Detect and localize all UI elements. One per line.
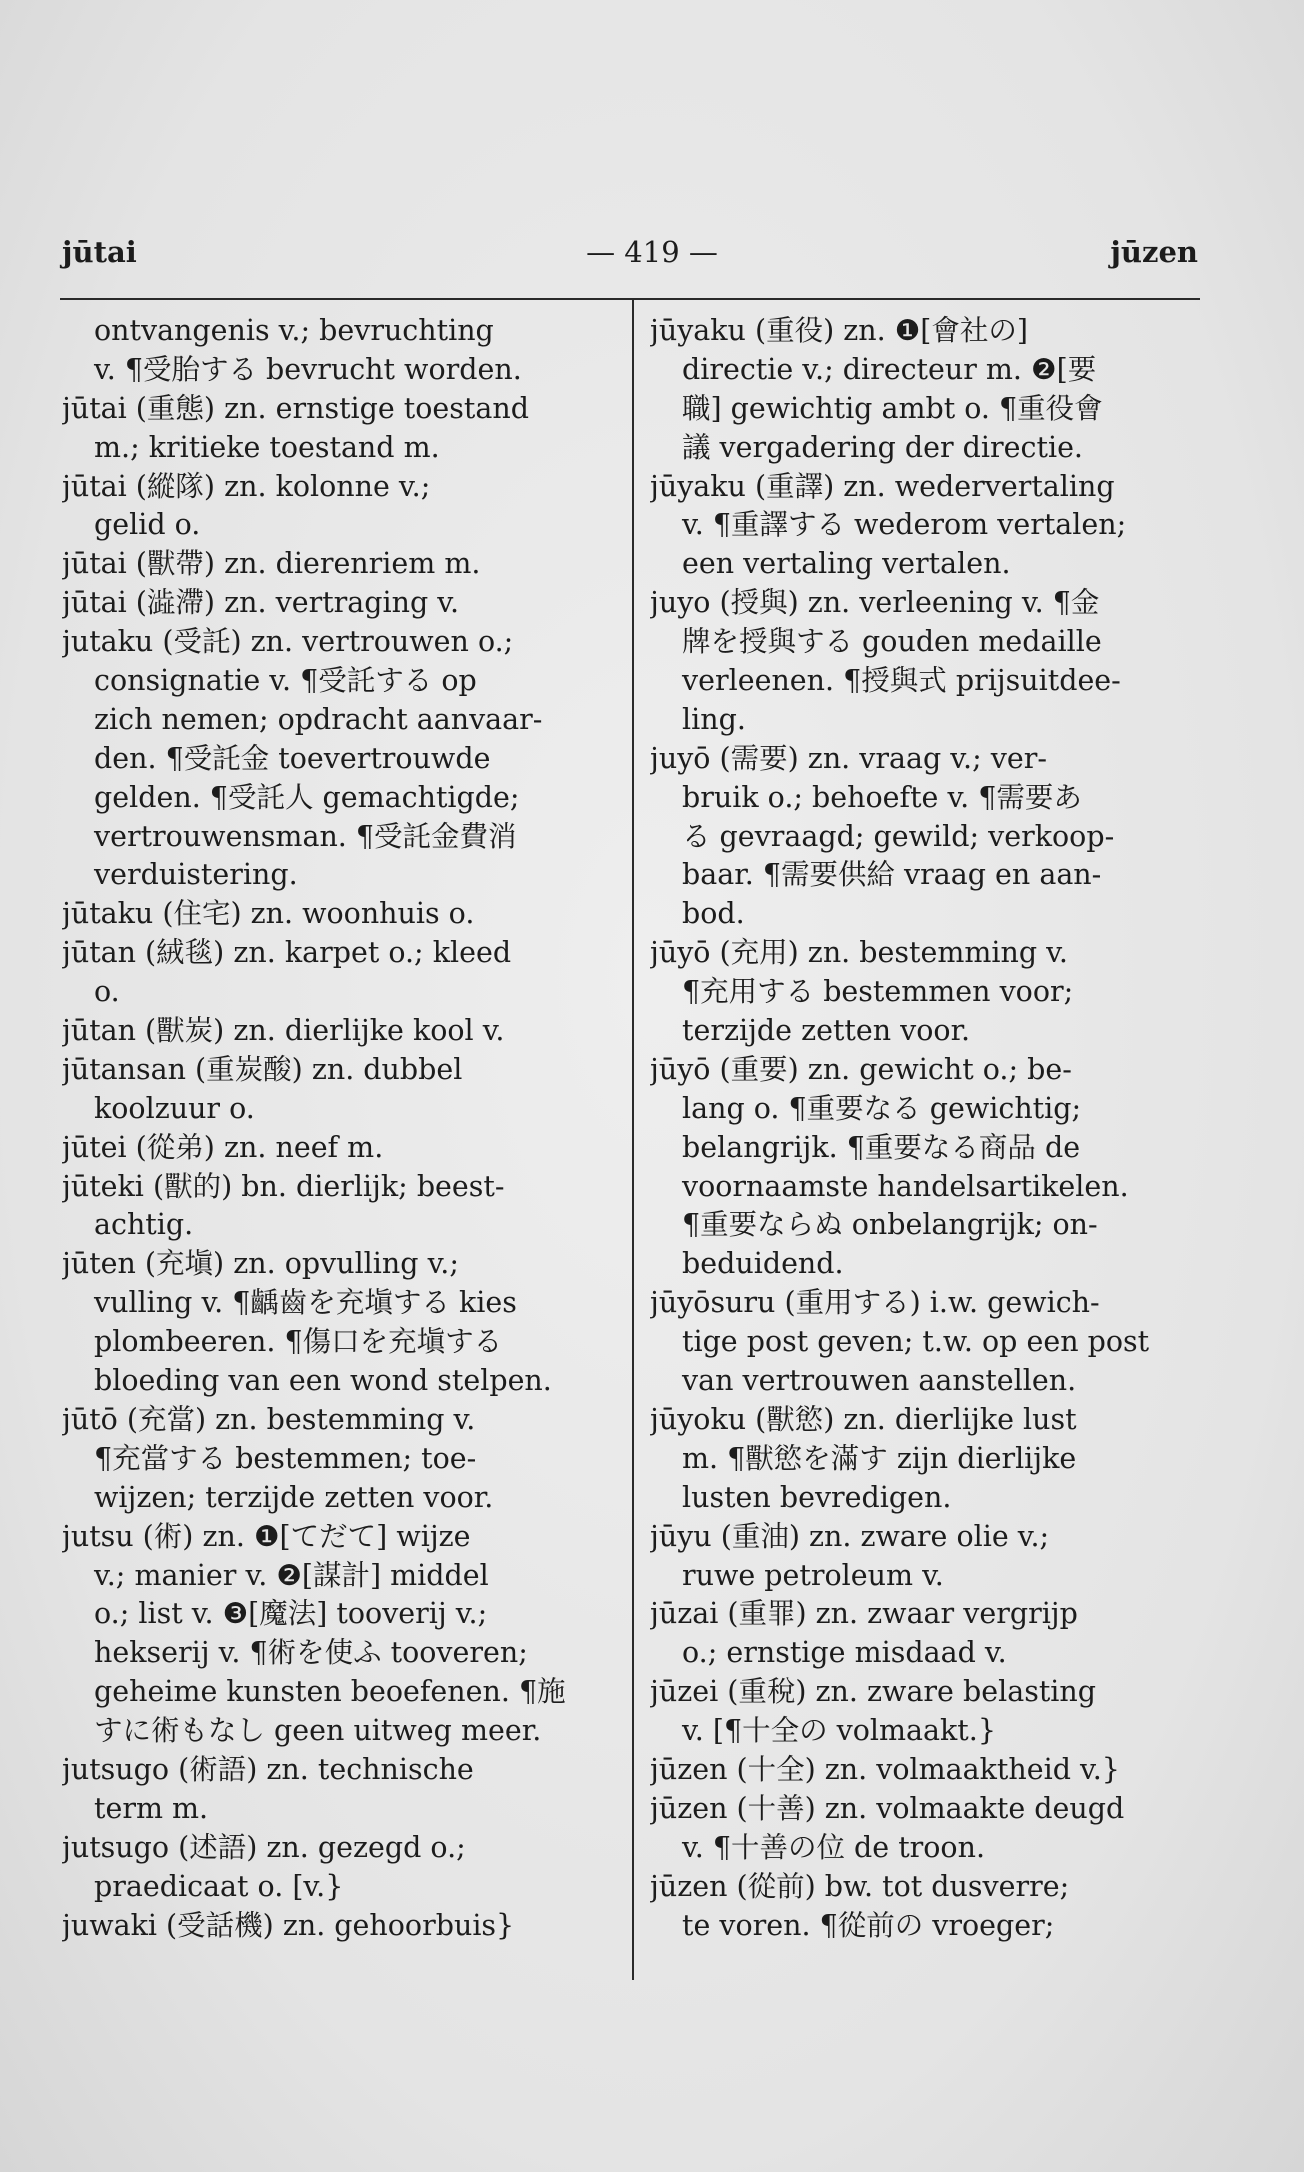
column-divider <box>632 298 634 1980</box>
entry-line: jūtō (充當) zn. bestemming v. <box>62 1402 476 1436</box>
entry-line: m. ¶獸慾を滿す zijn dierlijke <box>682 1441 1077 1475</box>
entry-line: jūzen (十善) zn. volmaakte deugd <box>650 1791 1125 1825</box>
entry-line: jūtai (重態) zn. ernstige toestand <box>62 391 529 425</box>
entry-line: terzijde zetten voor. <box>682 1014 971 1048</box>
entry-line: jūtan (絨毯) zn. karpet o.; kleed <box>62 936 512 970</box>
entry-line: ruwe petroleum v. <box>682 1558 944 1592</box>
entry-line: directie v.; directeur m. ❷[要 <box>682 352 1097 386</box>
entry-line: juyō (需要) zn. vraag v.; ver- <box>650 741 1047 775</box>
entry-line: juyo (授與) zn. verleening v. ¶金 <box>650 586 1100 620</box>
entry-line: jūtan (獸炭) zn. dierlijke kool v. <box>62 1014 505 1048</box>
entry-line: すに術もなし geen uitweg meer. <box>94 1714 542 1748</box>
entry-line: hekserij v. ¶術を使ふ tooveren; <box>94 1636 528 1670</box>
entry-line: jutsugo (述語) zn. gezegd o.; <box>62 1830 466 1864</box>
entry-line: v. ¶重譯する wederom vertalen; <box>682 508 1127 542</box>
entry-line: geheime kunsten beoefenen. ¶施 <box>94 1675 566 1709</box>
entry-line: baar. ¶需要供給 vraag en aan- <box>682 858 1102 892</box>
entry-line: jūyaku (重譯) zn. wedervertaling <box>650 469 1115 503</box>
left-column <box>62 312 607 1945</box>
entry-line: jutsu (術) zn. ❶[てだて] wijze <box>62 1519 471 1553</box>
entry-line: vertrouwensman. ¶受託金費消 <box>94 819 517 853</box>
left-guide-word: jūtai <box>62 235 137 269</box>
entry-line: jūyō (充用) zn. bestemming v. <box>650 936 1068 970</box>
entry-line: verduistering. <box>94 858 298 892</box>
right-guide-word: jūzen <box>1110 235 1198 269</box>
entry-line: zich nemen; opdracht aanvaar- <box>94 702 543 736</box>
entry-line: jūyōsuru (重用する) i.w. gewich- <box>650 1286 1100 1320</box>
entry-line: den. ¶受託金 toevertrouwde <box>94 741 491 775</box>
entry-line: ling. <box>682 702 746 736</box>
entry-line: jūtai (獸帶) zn. dierenriem m. <box>62 547 481 581</box>
entry-line: ¶重要ならぬ onbelangrijk; on- <box>682 1208 1098 1242</box>
entry-line: jūtai (澁滯) zn. vertraging v. <box>62 586 460 620</box>
entry-line: jūyō (重要) zn. gewicht o.; be- <box>650 1052 1072 1086</box>
entry-line: jūtei (從弟) zn. neef m. <box>62 1130 384 1164</box>
entry-line: consignatie v. ¶受託する op <box>94 664 477 698</box>
entry-line: o. <box>94 975 120 1009</box>
entry-line: te voren. ¶從前の vroeger; <box>682 1908 1055 1942</box>
entry-line: jūyoku (獸慾) zn. dierlijke lust <box>650 1402 1077 1436</box>
right-column <box>650 312 1202 1945</box>
entry-line: 牌を授與する gouden medaille <box>682 625 1102 659</box>
entry-line: jūtaku (住宅) zn. woonhuis o. <box>62 897 475 931</box>
entry-line: plombeeren. ¶傷口を充塡する <box>94 1325 503 1359</box>
entry-line: ¶充用する bestemmen voor; <box>682 975 1074 1009</box>
entry-line: v. ¶受胎する bevrucht worden. <box>94 352 522 386</box>
entry-line: praedicaat o. [v.} <box>94 1869 344 1903</box>
entry-line: jūyaku (重役) zn. ❶[會社の] <box>650 314 1029 347</box>
entry-line: jūyu (重油) zn. zware olie v.; <box>650 1519 1050 1553</box>
entry-line: term m. <box>94 1791 209 1825</box>
page-number: — 419 — <box>586 235 718 269</box>
entry-line: jūten (充塡) zn. opvulling v.; <box>62 1247 459 1281</box>
entry-line: belangrijk. ¶重要なる商品 de <box>682 1130 1081 1164</box>
entry-line: o.; ernstige misdaad v. <box>682 1636 1007 1670</box>
entry-line: een vertaling vertalen. <box>682 547 1011 581</box>
entry-line: ¶充當する bestemmen; toe- <box>94 1441 477 1475</box>
entry-line: jūzen (從前) bw. tot dusverre; <box>650 1869 1070 1903</box>
entry-line: juwaki (受話機) zn. gehoorbuis} <box>62 1908 515 1942</box>
entry-line: る gevraagd; gewild; verkoop- <box>682 819 1115 853</box>
entry-line: jūteki (獸的) bn. dierlijk; beest- <box>62 1169 505 1203</box>
entry-line: bruik o.; behoefte v. ¶需要あ <box>682 780 1082 814</box>
entry-line: 職] gewichtig ambt o. ¶重役會 <box>682 391 1103 425</box>
entry-line: jutsugo (術語) zn. technische <box>62 1752 474 1786</box>
entry-line: v.; manier v. ❷[謀計] middel <box>94 1558 489 1592</box>
entry-line: o.; list v. ❸[魔法] tooverij v.; <box>94 1597 488 1631</box>
header-rule <box>60 298 1200 300</box>
entry-line: wijzen; terzijde zetten voor. <box>94 1480 494 1514</box>
entry-line: m.; kritieke toestand m. <box>94 430 440 464</box>
entry-line: beduidend. <box>682 1247 844 1281</box>
entry-line: v. [¶十全の volmaakt.} <box>682 1714 996 1748</box>
entry-line: lusten bevredigen. <box>682 1480 952 1514</box>
entry-line: verleenen. ¶授與式 prijsuitdee- <box>682 664 1121 698</box>
entry-line: jūzai (重罪) zn. zwaar vergrijp <box>650 1597 1078 1631</box>
entry-line: 議 vergadering der directie. <box>682 430 1083 464</box>
entry-line: jūzen (十全) zn. volmaaktheid v.} <box>650 1752 1120 1786</box>
entry-line: koolzuur o. <box>94 1091 255 1125</box>
entry-line: gelden. ¶受託人 gemachtigde; <box>94 780 520 814</box>
entry-line: bloeding van een wond stelpen. <box>94 1364 552 1398</box>
entry-line: lang o. ¶重要なる gewichtig; <box>682 1091 1082 1125</box>
entry-line: jutaku (受託) zn. vertrouwen o.; <box>62 625 514 659</box>
entry-line: bod. <box>682 897 745 931</box>
entry-line: gelid o. <box>94 508 201 542</box>
entry-line: jūtai (縱隊) zn. kolonne v.; <box>62 469 431 503</box>
entry-line: voornaamste handelsartikelen. <box>682 1169 1129 1203</box>
entry-line: jūzei (重稅) zn. zware belasting <box>650 1675 1096 1709</box>
entry-line: ontvangenis v.; bevruchting <box>94 314 494 347</box>
entry-line: jūtansan (重炭酸) zn. dubbel <box>62 1052 463 1086</box>
entry-line: v. ¶十善の位 de troon. <box>682 1830 986 1864</box>
entry-line: van vertrouwen aanstellen. <box>682 1364 1077 1398</box>
entry-line: vulling v. ¶齲齒を充塡する kies <box>94 1286 517 1320</box>
entry-line: achtig. <box>94 1208 194 1242</box>
entry-line: tige post geven; t.w. op een post <box>682 1325 1150 1359</box>
